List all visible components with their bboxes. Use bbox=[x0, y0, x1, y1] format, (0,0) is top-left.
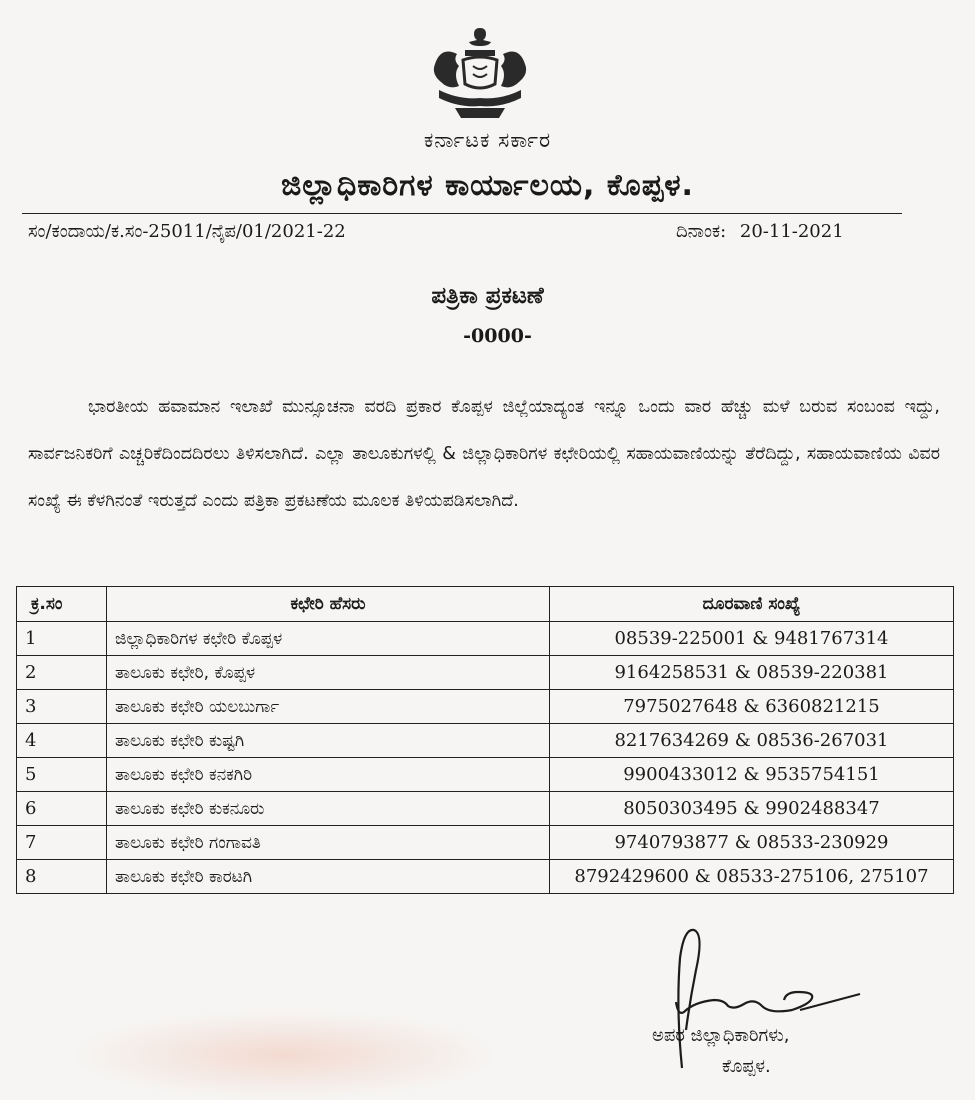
table-row bbox=[17, 758, 954, 792]
row-phone: 7975027648 & 6360821215 bbox=[550, 690, 954, 724]
table-row bbox=[17, 826, 954, 860]
row-phone: 9164258531 & 08539-220381 bbox=[550, 656, 954, 690]
row-serial: 3 bbox=[17, 690, 107, 724]
row-office: ತಾಲೂಕು ಕಛೇರಿ ಕಾರಟಗಿ bbox=[107, 860, 550, 894]
column-header-office: ಕಛೇರಿ ಹೆಸರು bbox=[107, 587, 550, 622]
row-serial: 4 bbox=[17, 724, 107, 758]
table-header-row bbox=[17, 587, 954, 622]
document-heading: ಪತ್ರಿಕಾ ಪ್ರಕಟಣೆ bbox=[431, 283, 544, 309]
row-phone: 8050303495 & 9902488347 bbox=[550, 792, 954, 826]
handwritten-signature bbox=[640, 922, 880, 1072]
row-office: ತಾಲೂಕು ಕಛೇರಿ ಗಂಗಾವತಿ bbox=[107, 826, 550, 860]
signatory-place: ಕೊಪ್ಪಳ. bbox=[722, 1056, 771, 1077]
government-name: ಕರ್ನಾಟಕ ಸರ್ಕಾರ bbox=[423, 128, 552, 152]
table-row bbox=[17, 622, 954, 656]
date-label: ದಿನಾಂಕ: bbox=[676, 221, 727, 242]
row-office: ತಾಲೂಕು ಕಛೇರಿ, ಕೊಪ್ಪಳ bbox=[107, 656, 550, 690]
row-phone: 8217634269 & 08536-267031 bbox=[550, 724, 954, 758]
table-row bbox=[17, 690, 954, 724]
table-row bbox=[17, 792, 954, 826]
reference-number: ಸಂ/ಕಂದಾಯ/ಕ.ಸಂ-25011/ನೈಪ/01/2021-22 bbox=[28, 221, 346, 242]
column-header-serial: ಕ್ರ.ಸಂ bbox=[17, 587, 107, 622]
row-office: ತಾಲೂಕು ಕಛೇರಿ ಯಲಬುರ್ಗಾ bbox=[107, 690, 550, 724]
row-phone: 08539-225001 & 9481767314 bbox=[550, 622, 954, 656]
row-office: ತಾಲೂಕು ಕಛೇರಿ ಕನಕಗಿರಿ bbox=[107, 758, 550, 792]
date-line bbox=[676, 221, 844, 242]
header-divider bbox=[22, 213, 902, 214]
office-title: ಜಿಲ್ಲಾಧಿಕಾರಿಗಳ ಕಾರ್ಯಾಲಯ, ಕೊಪ್ಪಳ. bbox=[281, 168, 694, 203]
row-phone: 9900433012 & 9535754151 bbox=[550, 758, 954, 792]
date-value: 20-11-2021 bbox=[739, 221, 844, 242]
row-serial: 6 bbox=[17, 792, 107, 826]
paper-stain bbox=[70, 1010, 500, 1100]
row-office: ತಾಲೂಕು ಕಛೇರಿ ಕುಕನೂರು bbox=[107, 792, 550, 826]
signatory-designation: ಅಪರ ಜಿಲ್ಲಾಧಿಕಾರಿಗಳು, bbox=[652, 1025, 790, 1046]
row-serial: 7 bbox=[17, 826, 107, 860]
state-emblem-icon bbox=[425, 24, 535, 124]
table-row bbox=[17, 656, 954, 690]
row-office: ತಾಲೂಕು ಕಛೇರಿ ಕುಷ್ಟಗಿ bbox=[107, 724, 550, 758]
row-phone: 8792429600 & 08533-275106, 275107 bbox=[550, 860, 954, 894]
column-header-phone: ದೂರವಾಣಿ ಸಂಖ್ಯೆ bbox=[550, 587, 954, 622]
heading-separator: -0000- bbox=[463, 325, 532, 347]
row-office: ಜಿಲ್ಲಾಧಿಕಾರಿಗಳ ಕಛೇರಿ ಕೊಪ್ಪಳ bbox=[107, 622, 550, 656]
row-phone: 9740793877 & 08533-230929 bbox=[550, 826, 954, 860]
helpline-table bbox=[16, 586, 954, 894]
row-serial: 8 bbox=[17, 860, 107, 894]
row-serial: 2 bbox=[17, 656, 107, 690]
table-row bbox=[17, 860, 954, 894]
table-row bbox=[17, 724, 954, 758]
row-serial: 1 bbox=[17, 622, 107, 656]
notice-paragraph: ಭಾರತೀಯ ಹವಾಮಾನ ಇಲಾಖೆ ಮುನ್ಸೂಚನಾ ವರದಿ ಪ್ರಕಾರ ಕೊಪ್ಪಳ ಜಿಲ್ಲೆಯಾದ್ಯಂತ ಇನ್ನೂ ಒಂದು ವಾರ ಹೆಚ್ಚು ಮಳೆ ಬರುವ ಸಂಬಂವ ಇದ್ದು, ಸಾರ್ವಜನಿಕರಿಗೆ ಎಚ್ಚರಿಕೆದಿಂದದಿರಲು ತಿಳಿಸಲಾಗಿದೆ. ಎಲ್ಲಾ ತಾಲೂಕುಗಳಲ್ಲಿ & ಜಿಲ್ಲಾಧಿಕಾರಿಗಳ ಕಛೇರಿಯಲ್ಲಿ ಸಹಾಯವಾಣಿಯನ್ನು ತೆರೆದಿದ್ದು, ಸಹಾಯವಾಣಿಯ ವಿವರ ಸಂಖ್ಯೆ ಈ ಕೆಳಗಿನಂತೆ ಇರುತ್ತದೆ ಎಂದು ಪತ್ರಿಕಾ ಪ್ರಕಟಣೆಯ ಮೂಲಕ ತಿಳಿಯಪಡಿಸಲಾಗಿದೆ. bbox=[28, 397, 940, 511]
row-serial: 5 bbox=[17, 758, 107, 792]
